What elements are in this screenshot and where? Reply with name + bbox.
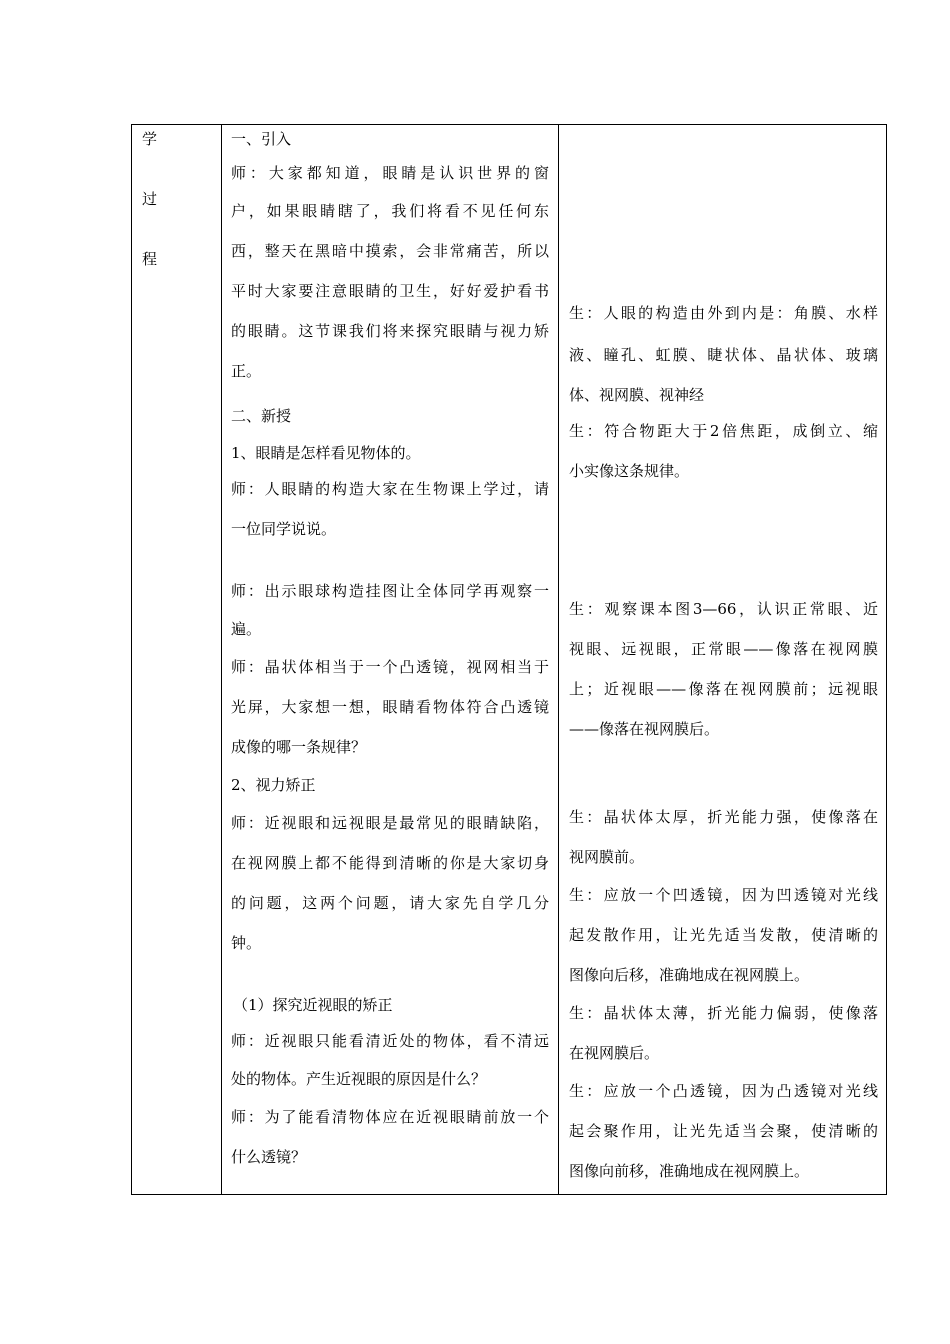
column-divider-2 <box>558 125 559 1194</box>
text-line: 钟。 <box>231 934 262 952</box>
text-line: 小实像这条规律。 <box>569 462 690 480</box>
text-line: 生：应放一个凸透镜，因为凸透镜对光线 <box>569 1082 878 1100</box>
label-char: 程 <box>142 250 158 268</box>
text-line: 遍。 <box>231 620 262 638</box>
text-line: 师：出示眼球构造挂图让全体同学再观察一 <box>231 582 549 600</box>
text-line: 平时大家要注意眼睛的卫生，好好爱护看书 <box>231 282 549 300</box>
text-line: 视网膜前。 <box>569 848 645 866</box>
label-char: 学 <box>142 130 158 148</box>
text-line: 的问题，这两个问题，请大家先自学几分 <box>231 894 549 912</box>
text-line: 师：近视眼和远视眼是最常见的眼睛缺陷， <box>231 814 549 832</box>
text-line: 视眼、远视眼，正常眼——像落在视网膜 <box>569 640 878 658</box>
text-line: 生：晶状体太厚，折光能力强，使像落在 <box>569 808 878 826</box>
text-line: 户，如果眼睛瞎了，我们将看不见任何东 <box>231 202 549 220</box>
text-line: 图像向前移，准确地成在视网膜上。 <box>569 1162 810 1180</box>
column-divider-1 <box>221 125 222 1194</box>
text-line: 生：晶状体太薄，折光能力偏弱，使像落 <box>569 1004 878 1022</box>
text-line: 生：符合物距大于2倍焦距，成倒立、缩 <box>569 422 878 440</box>
text-line: 图像向后移，准确地成在视网膜上。 <box>569 966 810 984</box>
text-line: 光屏，大家想一想，眼睛看物体符合凸透镜 <box>231 698 549 716</box>
text-line: 师：晶状体相当于一个凸透镜，视网相当于 <box>231 658 549 676</box>
text-line: 在视网膜后。 <box>569 1044 660 1062</box>
text-line: 生：应放一个凹透镜，因为凹透镜对光线 <box>569 886 878 904</box>
text-line: 生：观察课本图3—66，认识正常眼、近 <box>569 600 878 618</box>
text-line: 西，整天在黑暗中摸索，会非常痛苦，所以 <box>231 242 549 260</box>
subsection-heading: 2、视力矫正 <box>231 776 316 794</box>
label-char: 过 <box>142 190 158 208</box>
text-line: 师：人眼睛的构造大家在生物课上学过，请 <box>231 480 549 498</box>
text-line: 生：人眼的构造由外到内是：角膜、水样 <box>569 304 878 322</box>
section-heading: 二、新授 <box>231 407 292 425</box>
teacher-column <box>231 125 549 1194</box>
text-line: 正。 <box>231 362 262 380</box>
label-column <box>142 125 202 1194</box>
subsection-heading: 1、眼睛是怎样看见物体的。 <box>231 444 421 462</box>
text-line: 起会聚作用，让光先适当会聚，使清晰的 <box>569 1122 878 1140</box>
text-line: 的眼睛。这节课我们将来探究眼睛与视力矫 <box>231 322 549 340</box>
text-line: 一位同学说说。 <box>231 520 337 538</box>
text-line-content: 师：大家都知道，眼睛是认识世界的窗 <box>231 164 549 182</box>
text-line: 上；近视眼——像落在视网膜前；远视眼 <box>569 680 878 698</box>
section-heading: 一、引入 <box>231 130 292 148</box>
lesson-table <box>131 124 887 1195</box>
text-line: 什么透镜？ <box>231 1148 307 1166</box>
text-line: 成像的哪一条规律？ <box>231 738 367 756</box>
subsection-heading: （1）探究近视眼的矫正 <box>233 996 393 1014</box>
text-line: ——像落在视网膜后。 <box>569 720 720 738</box>
text-line: 师：为了能看清物体应在近视眼睛前放一个 <box>231 1108 549 1126</box>
text-line: 处的物体。产生近视眼的原因是什么？ <box>231 1070 487 1088</box>
text-line: 在视网膜上都不能得到清晰的你是大家切身 <box>231 854 549 872</box>
text-line: 师：近视眼只能看清近处的物体，看不清远 <box>231 1032 549 1050</box>
text-line: 体、视网膜、视神经 <box>569 386 705 404</box>
text-line <box>231 163 549 183</box>
student-column <box>569 125 878 1194</box>
text-line: 起发散作用，让光先适当发散，使清晰的 <box>569 926 878 944</box>
text-line: 液、瞳孔、虹膜、睫状体、晶状体、玻璃 <box>569 346 878 364</box>
